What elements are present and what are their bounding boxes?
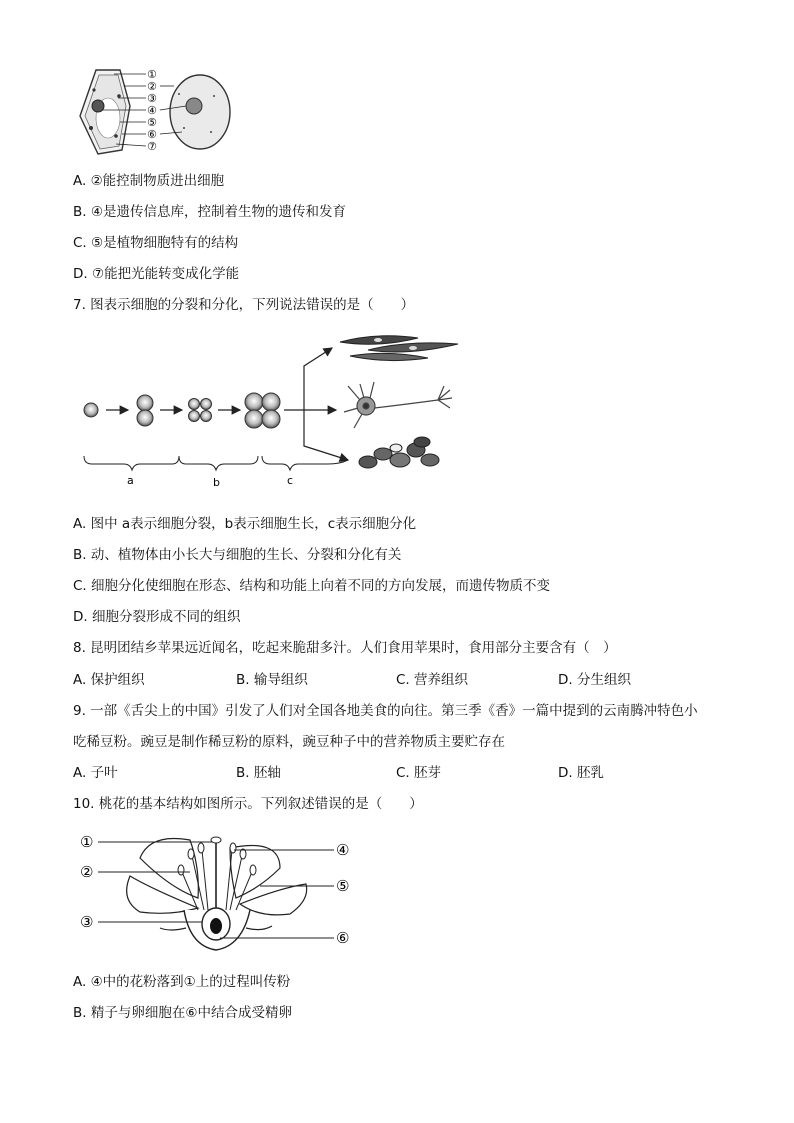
q8-stem: 8. 昆明团结乡苹果远近闻名，吃起来脆甜多汁。人们食用苹果时，食用部分主要含有（ ） (73, 640, 617, 656)
q8-option-b: B. 输导组织 (236, 672, 308, 688)
neuron-cell (344, 382, 452, 428)
q9-options (73, 764, 713, 782)
q10-option-b: B. 精子与卵细胞在⑥中结合成受精卵 (73, 1005, 292, 1021)
cell-label-7: ⑦ (147, 140, 157, 153)
brace-b (179, 456, 258, 470)
ovule (210, 918, 222, 934)
brace-a (84, 456, 179, 470)
cell-label-6: ⑥ (147, 128, 157, 141)
label-a: a (127, 474, 134, 487)
brace-c (262, 456, 348, 470)
q8-option-c: C. 营养组织 (396, 672, 469, 688)
q7-option-a: A. 图中 a表示细胞分裂，b表示细胞生长，c表示细胞分化 (73, 516, 417, 532)
q7-option-c: C. 细胞分化使细胞在形态、结构和功能上向着不同的方向发展，而遗传物质不变 (73, 578, 551, 594)
q10-option-a: A. ④中的花粉落到①上的过程叫传粉 (73, 974, 291, 990)
q9-stem-line1: 9. 一部《舌尖上的中国》引发了人们对全国各地美食的向往。第三季《香》一篇中提到的云南腾冲特色小 (73, 703, 698, 719)
cell-label-3: ③ (147, 92, 157, 105)
cell-label-4: ④ (147, 104, 157, 117)
label-c: c (287, 474, 294, 487)
flower-structure-figure (80, 828, 360, 958)
q7-option-b: B. 动、植物体由小长大与细胞的生长、分裂和分化有关 (73, 547, 402, 563)
q6-option-a: A. ②能控制物质进出细胞 (73, 173, 225, 189)
blood-cells (359, 437, 439, 468)
sepal-left (160, 928, 186, 930)
cell-structure-figure (74, 66, 234, 158)
cell-division-figure (78, 328, 468, 493)
flower-label-4: ④ (336, 841, 350, 859)
q6-option-c: C. ⑤是植物细胞特有的结构 (73, 235, 239, 251)
flower-label-3: ③ (80, 913, 94, 931)
q9-stem-line2: 吃稀豆粉。豌豆是制作稀豆粉的原料，豌豆种子中的营养物质主要贮存在 (73, 734, 505, 750)
flower-label-5: ⑤ (336, 877, 350, 895)
flower-label-6: ⑥ (336, 929, 350, 947)
single-cell (84, 403, 98, 417)
flower-label-1: ① (80, 833, 94, 851)
q9-option-a: A. 子叶 (73, 765, 118, 781)
sepal-right (246, 926, 272, 930)
q6-option-d: D. ⑦能把光能转变成化学能 (73, 266, 240, 282)
q6-option-b: B. ④是遗传信息库，控制着生物的遗传和发育 (73, 204, 346, 220)
q7-option-d: D. 细胞分裂形成不同的组织 (73, 609, 241, 625)
q10-stem: 10. 桃花的基本结构如图所示。下列叙述错误的是（ ） (73, 796, 423, 812)
q7-stem: 7. 图表示细胞的分裂和分化，下列说法错误的是（ ） (73, 297, 415, 313)
q8-option-d: D. 分生组织 (558, 672, 631, 688)
cell-label-5: ⑤ (147, 116, 157, 129)
muscle-cells (340, 336, 458, 361)
two-cells-bottom (137, 410, 153, 426)
q9-option-c: C. 胚芽 (396, 765, 442, 781)
cell-label-1: ① (147, 68, 157, 81)
q9-option-d: D. 胚乳 (558, 765, 604, 781)
q8-options (73, 671, 713, 689)
q8-option-a: A. 保护组织 (73, 672, 145, 688)
q9-option-b: B. 胚轴 (236, 765, 281, 781)
cell-label-2: ② (147, 80, 157, 93)
animal-cell-nucleus (186, 98, 202, 114)
flower-label-2: ② (80, 863, 94, 881)
label-b: b (213, 476, 220, 489)
two-cells-top (137, 395, 153, 411)
